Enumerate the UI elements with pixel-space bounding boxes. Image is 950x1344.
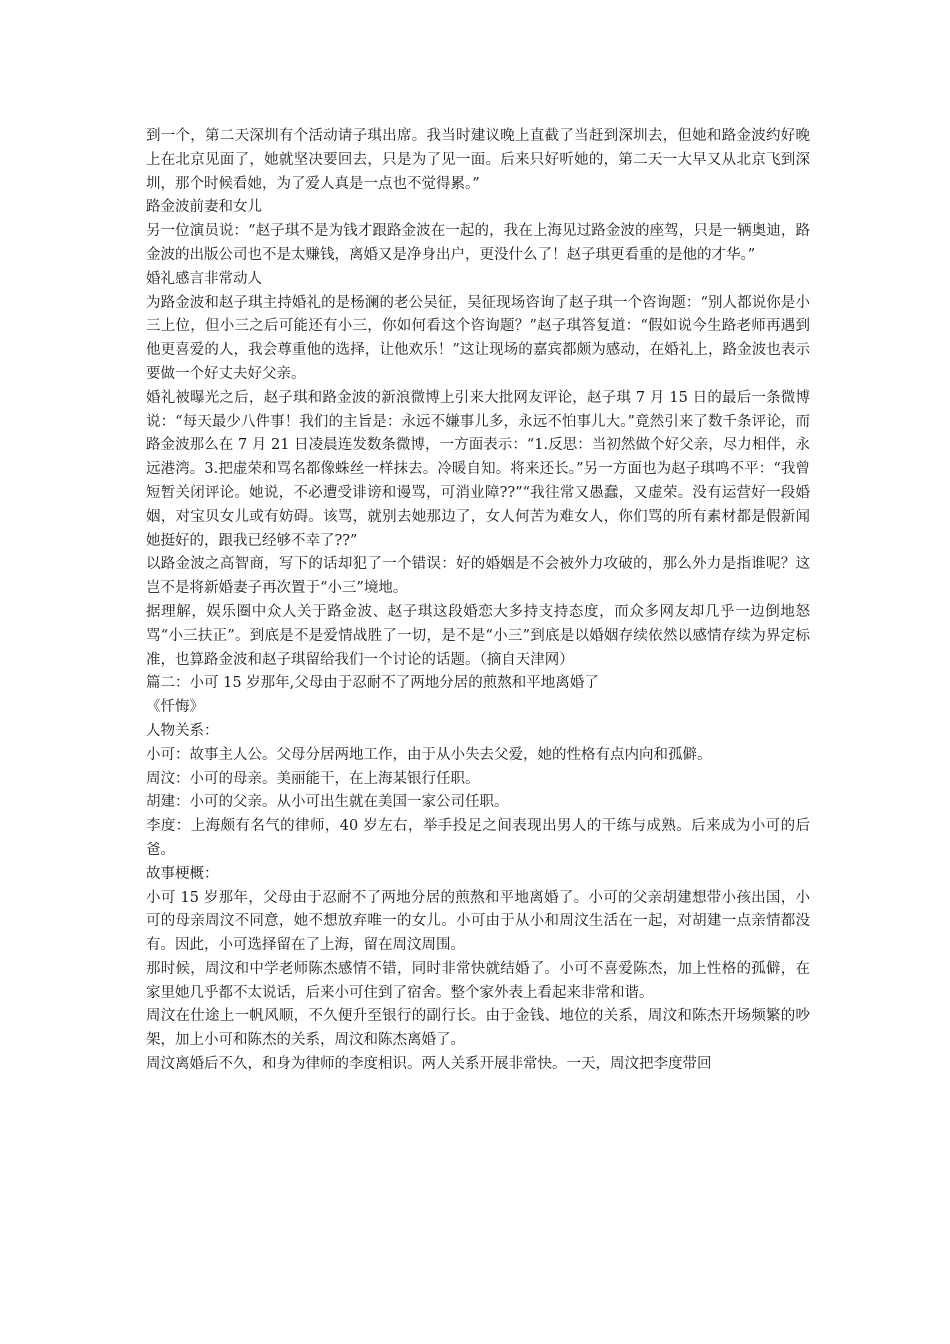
character-hujian: 胡建：小可的父亲。从小可出生就在美国一家公司任职。: [146, 794, 509, 811]
paragraph-mistake: 以路金波之高智商，写下的话却犯了一个错误：好的婚姻是不会被外力攻破的，那么外力是指谁呢？这岂不是将新婚妻子再次置于“小三”境地。: [146, 556, 810, 597]
synopsis-paragraph: 周汶在仕途上一帆风顺，不久便升至银行的副行长。由于金钱、地位的关系，周汶和陈杰开场频繁的吵架，加上小可和陈杰的关系，周汶和陈杰离婚了。: [146, 1008, 810, 1049]
synopsis-paragraph: 那时候，周汶和中学老师陈杰感情不错，同时非常快就结婚了。小可不喜爱陈杰，加上性格的孤僻，在家里她几乎都不太说话，后来小可住到了宿舍。整个家外表上看起来非常和谐。: [146, 960, 810, 1001]
paragraph-wedding-host: 为路金波和赵子琪主持婚礼的是杨澜的老公吴征，吴征现场咨询了赵子琪一个咨询题：“别人都说你是小三上位，但小三之后可能还有小三，你如何看这个咨询题？”赵子琪答复道：“假如说今生路老师再遇到他更喜爱的人，我会尊重他的选择，让他欢乐！”这让现场的嘉宾都颇为感动，在婚礼上，路金波也表示要做一个好丈夫好父亲。: [146, 294, 810, 382]
paragraph-understanding: 据理解，娱乐圈中众人关于路金波、赵子琪这段婚恋大多持支持态度，而众多网友却几乎一边倒地怒骂“小三扶正”。到底是不是爱情战胜了一切，是不是“小三”到底是以婚姻存续依然以感情存续为界定标准，也算路金波和赵子琪留给我们一个讨论的话题。（摘自天津网）: [146, 603, 810, 668]
character-xiaoke: 小可：故事主人公。父母分居两地工作，由于从小失去父爱，她的性格有点内向和孤僻。: [146, 746, 712, 763]
section-heading-part-two: 篇二：小可 15 岁那年,父母由于忍耐不了两地分居的煎熬和平地离婚了: [146, 675, 599, 692]
paragraph-actor-quote: 另一位演员说：“赵子琪不是为钱才跟路金波在一起的，我在上海见过路金波的座驾，只是一辆奥迪，路金波的出版公司也不是太赚钱，离婚又是净身出户，更没什么了！赵子琪更看重的是他的才华。”: [146, 223, 810, 263]
synopsis-paragraph: 小可 15 岁那年，父母由于忍耐不了两地分居的煎熬和平地离婚了。小可的父亲胡建想带小孩出国，小可的母亲周汶不同意，她不想放弃唯一的女儿。小可由于从小和周汶生活在一起，对胡建一点亲情都没有。因此，小可选择留在了上海，留在周汶周围。: [146, 889, 810, 954]
story-title: 《忏悔》: [146, 699, 204, 716]
subheading-wedding-speech: 婚礼感言非常动人: [146, 270, 262, 287]
document-body: [146, 125, 810, 1077]
caption-lu-jinbo-ex-wife: 路金波前妻和女儿: [146, 199, 262, 216]
character-zhouwen: 周汶：小可的母亲。美丽能干，在上海某银行任职。: [146, 770, 480, 787]
character-lidu: 李度：上海颇有名气的律师，40 岁左右，举手投足之间表现出男人的干练与成熟。后来成为小可的后爸。: [146, 818, 810, 858]
label-synopsis: 故事梗概：: [146, 865, 219, 882]
label-characters: 人物关系：: [146, 722, 219, 739]
paragraph-continuation: 到一个，第二天深圳有个活动请子琪出席。我当时建议晚上直截了当赶到深圳去，但她和路金波约好晚上在北京见面了，她就坚决要回去，只是为了见一面。后来只好听她的，第二天一大早又从北京飞到深圳，那个时候看她，为了爱人真是一点也不觉得累。”: [146, 128, 810, 192]
synopsis-paragraph: 周汶离婚后不久，和身为律师的李度相识。两人关系开展非常快。一天，周汶把李度带回: [146, 1056, 712, 1073]
paragraph-weibo-comments: 婚礼被曝光之后，赵子琪和路金波的新浪微博上引来大批网友评论，赵子琪 7 月 15 日的最后一条微博说：“每天最少八件事！我们的主旨是：永远不嫌事儿多，永远不怕事儿大。”竟然引来了数千条评论，而路金波那么在 7 月 21 日凌晨连发数条微博，一方面表示：“1.反思：当初然做个好父亲，尽力相伴，永远港湾。3.把虚荣和骂名都像蛛丝一样抹去。冷暖自知。将来还长。”另一方面也为赵子琪鸣不平：“我曾短暂关闭评论。她说，不必遭受诽谤和谩骂，可消业障??”“我往常又愚蠢，又虚荣。没有运营好一段婚姻，对宝贝女儿或有妨碍。该骂，就别去她那边了，女人何苦为难女人，你们骂的所有素材都是假新闻她挺好的，跟我已经够不幸了??”: [146, 389, 810, 549]
